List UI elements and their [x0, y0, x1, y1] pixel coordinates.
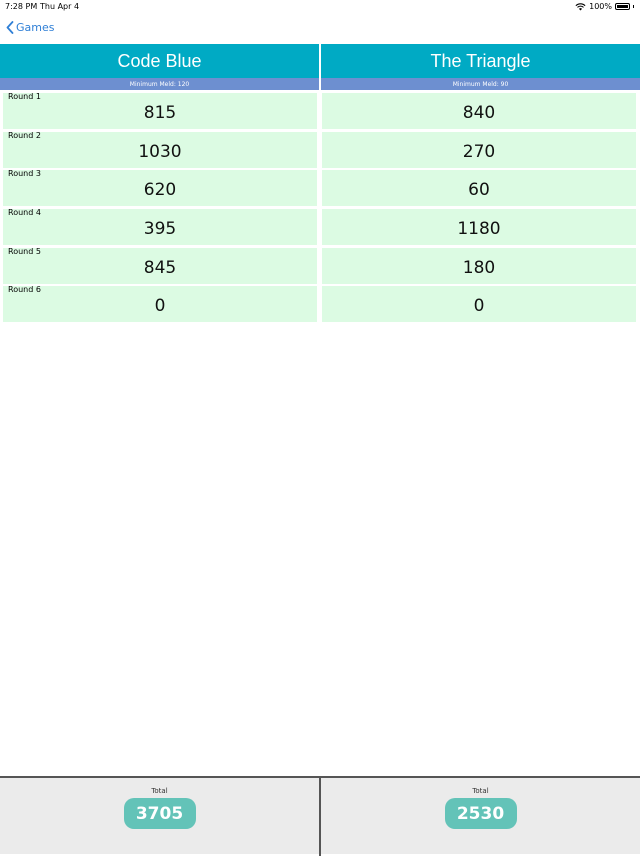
round-label: Round 3: [8, 169, 41, 179]
back-button-label: Games: [16, 21, 55, 34]
round-label: Round 5: [8, 246, 41, 256]
round-row: [0, 285, 640, 324]
navigation-bar: [0, 14, 640, 44]
rounds-list: [0, 92, 640, 324]
round-label: Round 6: [8, 285, 41, 295]
round-label: Round 2: [8, 130, 41, 140]
round-row: [0, 247, 640, 286]
round-label: Round 1: [8, 92, 41, 101]
round-row: [0, 208, 640, 247]
score-cell-the-triangle[interactable]: 1180: [322, 209, 636, 245]
score-cell-the-triangle[interactable]: 840: [322, 93, 636, 129]
round-row: [0, 131, 640, 170]
score-cell-the-triangle[interactable]: 0: [322, 286, 636, 322]
score-cell-the-triangle[interactable]: 270: [322, 132, 636, 168]
team-header-code-blue[interactable]: Code Blue: [0, 44, 319, 78]
totals-footer: [0, 776, 640, 854]
round-row: [0, 92, 640, 131]
score-cell-code-blue[interactable]: 845: [3, 248, 317, 284]
battery-icon: [615, 3, 630, 10]
score-cell-code-blue[interactable]: 1030: [3, 132, 317, 168]
minimum-meld-code-blue: Minimum Meld: 120: [0, 78, 319, 90]
total-block-the-triangle: [321, 778, 640, 854]
score-cell-the-triangle[interactable]: 180: [322, 248, 636, 284]
score-cell-the-triangle[interactable]: 60: [322, 170, 636, 206]
wifi-icon: [575, 3, 586, 11]
team-header-the-triangle[interactable]: The Triangle: [321, 44, 640, 78]
total-block-code-blue: [0, 778, 319, 854]
round-row: [0, 169, 640, 208]
score-cell-code-blue[interactable]: 395: [3, 209, 317, 245]
score-cell-code-blue[interactable]: 815: [3, 93, 317, 129]
minimum-meld-the-triangle: Minimum Meld: 90: [321, 78, 640, 90]
back-button[interactable]: [6, 21, 54, 34]
total-score-code-blue: 3705: [124, 798, 196, 829]
battery-percent: 100%: [589, 2, 612, 11]
status-indicators: [575, 2, 634, 11]
total-label: Total: [151, 787, 168, 795]
score-cell-code-blue[interactable]: 620: [3, 170, 317, 206]
battery-tip: [633, 5, 634, 8]
score-cell-code-blue[interactable]: 0: [3, 286, 317, 322]
status-bar: [0, 0, 640, 14]
status-time: 7:28 PM: [5, 2, 38, 11]
status-date: Thu Apr 4: [40, 2, 80, 11]
chevron-left-icon: [6, 21, 14, 34]
total-label: Total: [472, 787, 489, 795]
round-label: Round 4: [8, 208, 41, 218]
total-score-the-triangle: 2530: [445, 798, 517, 829]
